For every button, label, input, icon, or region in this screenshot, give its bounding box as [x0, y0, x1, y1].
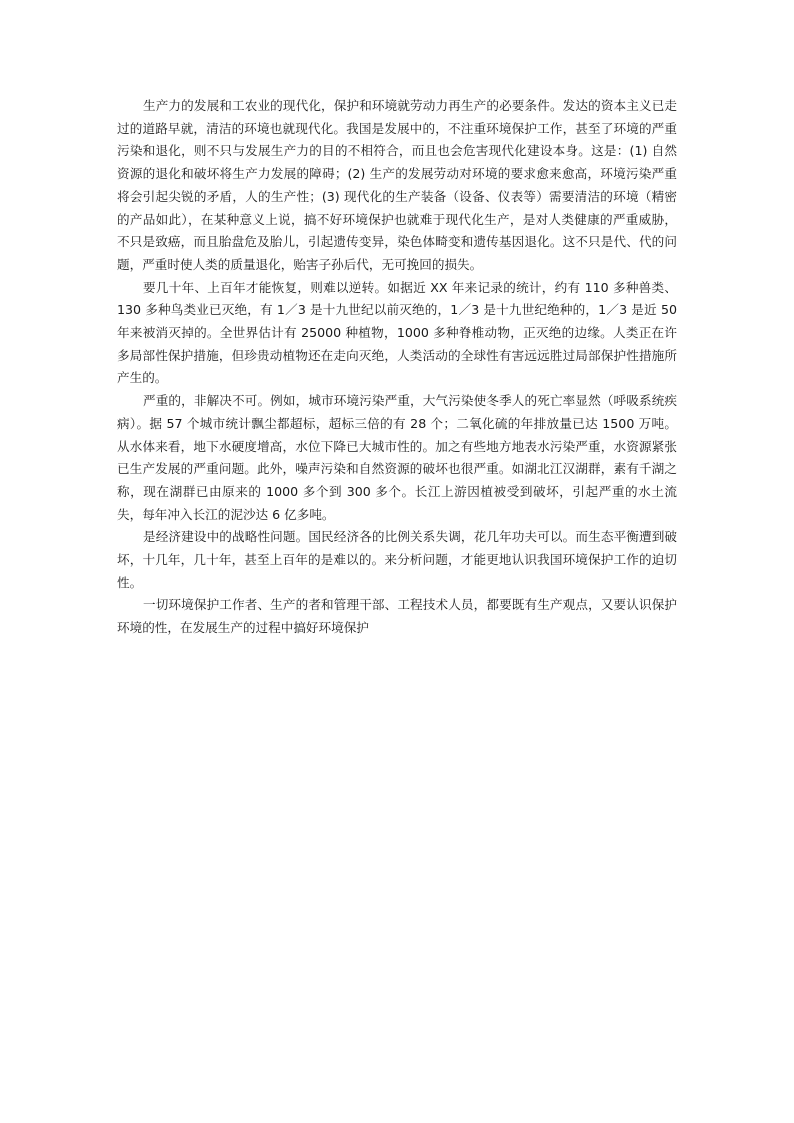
paragraph-3: 严重的，非解决不可。例如，城市环境污染严重，大气污染使冬季人的死亡率显然（呼吸系统疾病）。据 57 个城市统计飘尘都超标，超标三倍的有 28 个；二氧化硫的年排放量已达 1500 万吨。从水体来看，地下水硬度增高，水位下降已大城市性的。加之有些地方地表水污染严重，水资源紧张已生产发展的严重问题。此外，噪声污染和自然资源的破坏也很严重。如湖北江汉湖群，素有千湖之称，现在湖群已由原来的 1000 多个到 300 多个。长江上游因植被受到破坏，引起严重的水土流失，每年冲入长江的泥沙达 6 亿多吨。 [117, 393, 677, 522]
paragraph-2: 要几十年、上百年才能恢复，则难以逆转。如据近 XX 年来记录的统计，约有 110 多种兽类、130 多种鸟类业已灭绝，有 1／3 是十九世纪以前灭绝的，1／3 是十九世纪绝种的，1／3 是近 50 年来被消灭掉的。全世界估计有 25000 种植物，1000 多种脊椎动物，正灭绝的边缘。人类正在许多局部性保护措施，但珍贵动植物还在走向灭绝，人类活动的全球性有害远远胜过局部保护性措施所产生的。 [117, 279, 677, 386]
paragraph-4: 是经济建设中的战略性问题。国民经济各的比例关系失调，花几年功夫可以。而生态平衡遭到破坏，十几年，几十年，甚至上百年的是难以的。来分析问题，才能更地认识我国环境保护工作的迫切性。 [117, 529, 677, 590]
paragraph-5: 一切环境保护工作者、生产的者和管理干部、工程技术人员，都要既有生产观点，又要认识保护环境的性，在发展生产的过程中搞好环境保护 [117, 597, 677, 636]
paragraph-1: 生产力的发展和工农业的现代化，保护和环境就劳动力再生产的必要条件。发达的资本主义已走过的道路早就，清洁的环境也就现代化。我国是发展中的，不注重环境保护工作，甚至了环境的严重污染和退化，则不只与发展生产力的目的不相符合，而且也会危害现代化建设本身。这是：(1) 自然资源的退化和破坏将生产力发展的障碍；(2) 生产的发展劳动对环境的要求愈来愈高，环境污染严重将会引起尖锐的矛盾，人的生产性；(3) 现代化的生产装备（设备、仪表等）需要清洁的环境（精密的产品如此），在某种意义上说，搞不好环境保护也就难于现代化生产，是对人类健康的严重威胁，不只是致癌，而且胎盘危及胎儿，引起遗传变异，染色体畸变和遗传基因退化。这不只是代、代的问题，严重时使人类的质量退化，贻害子孙后代，无可挽回的损失。 [117, 98, 677, 272]
document-body [117, 95, 677, 640]
